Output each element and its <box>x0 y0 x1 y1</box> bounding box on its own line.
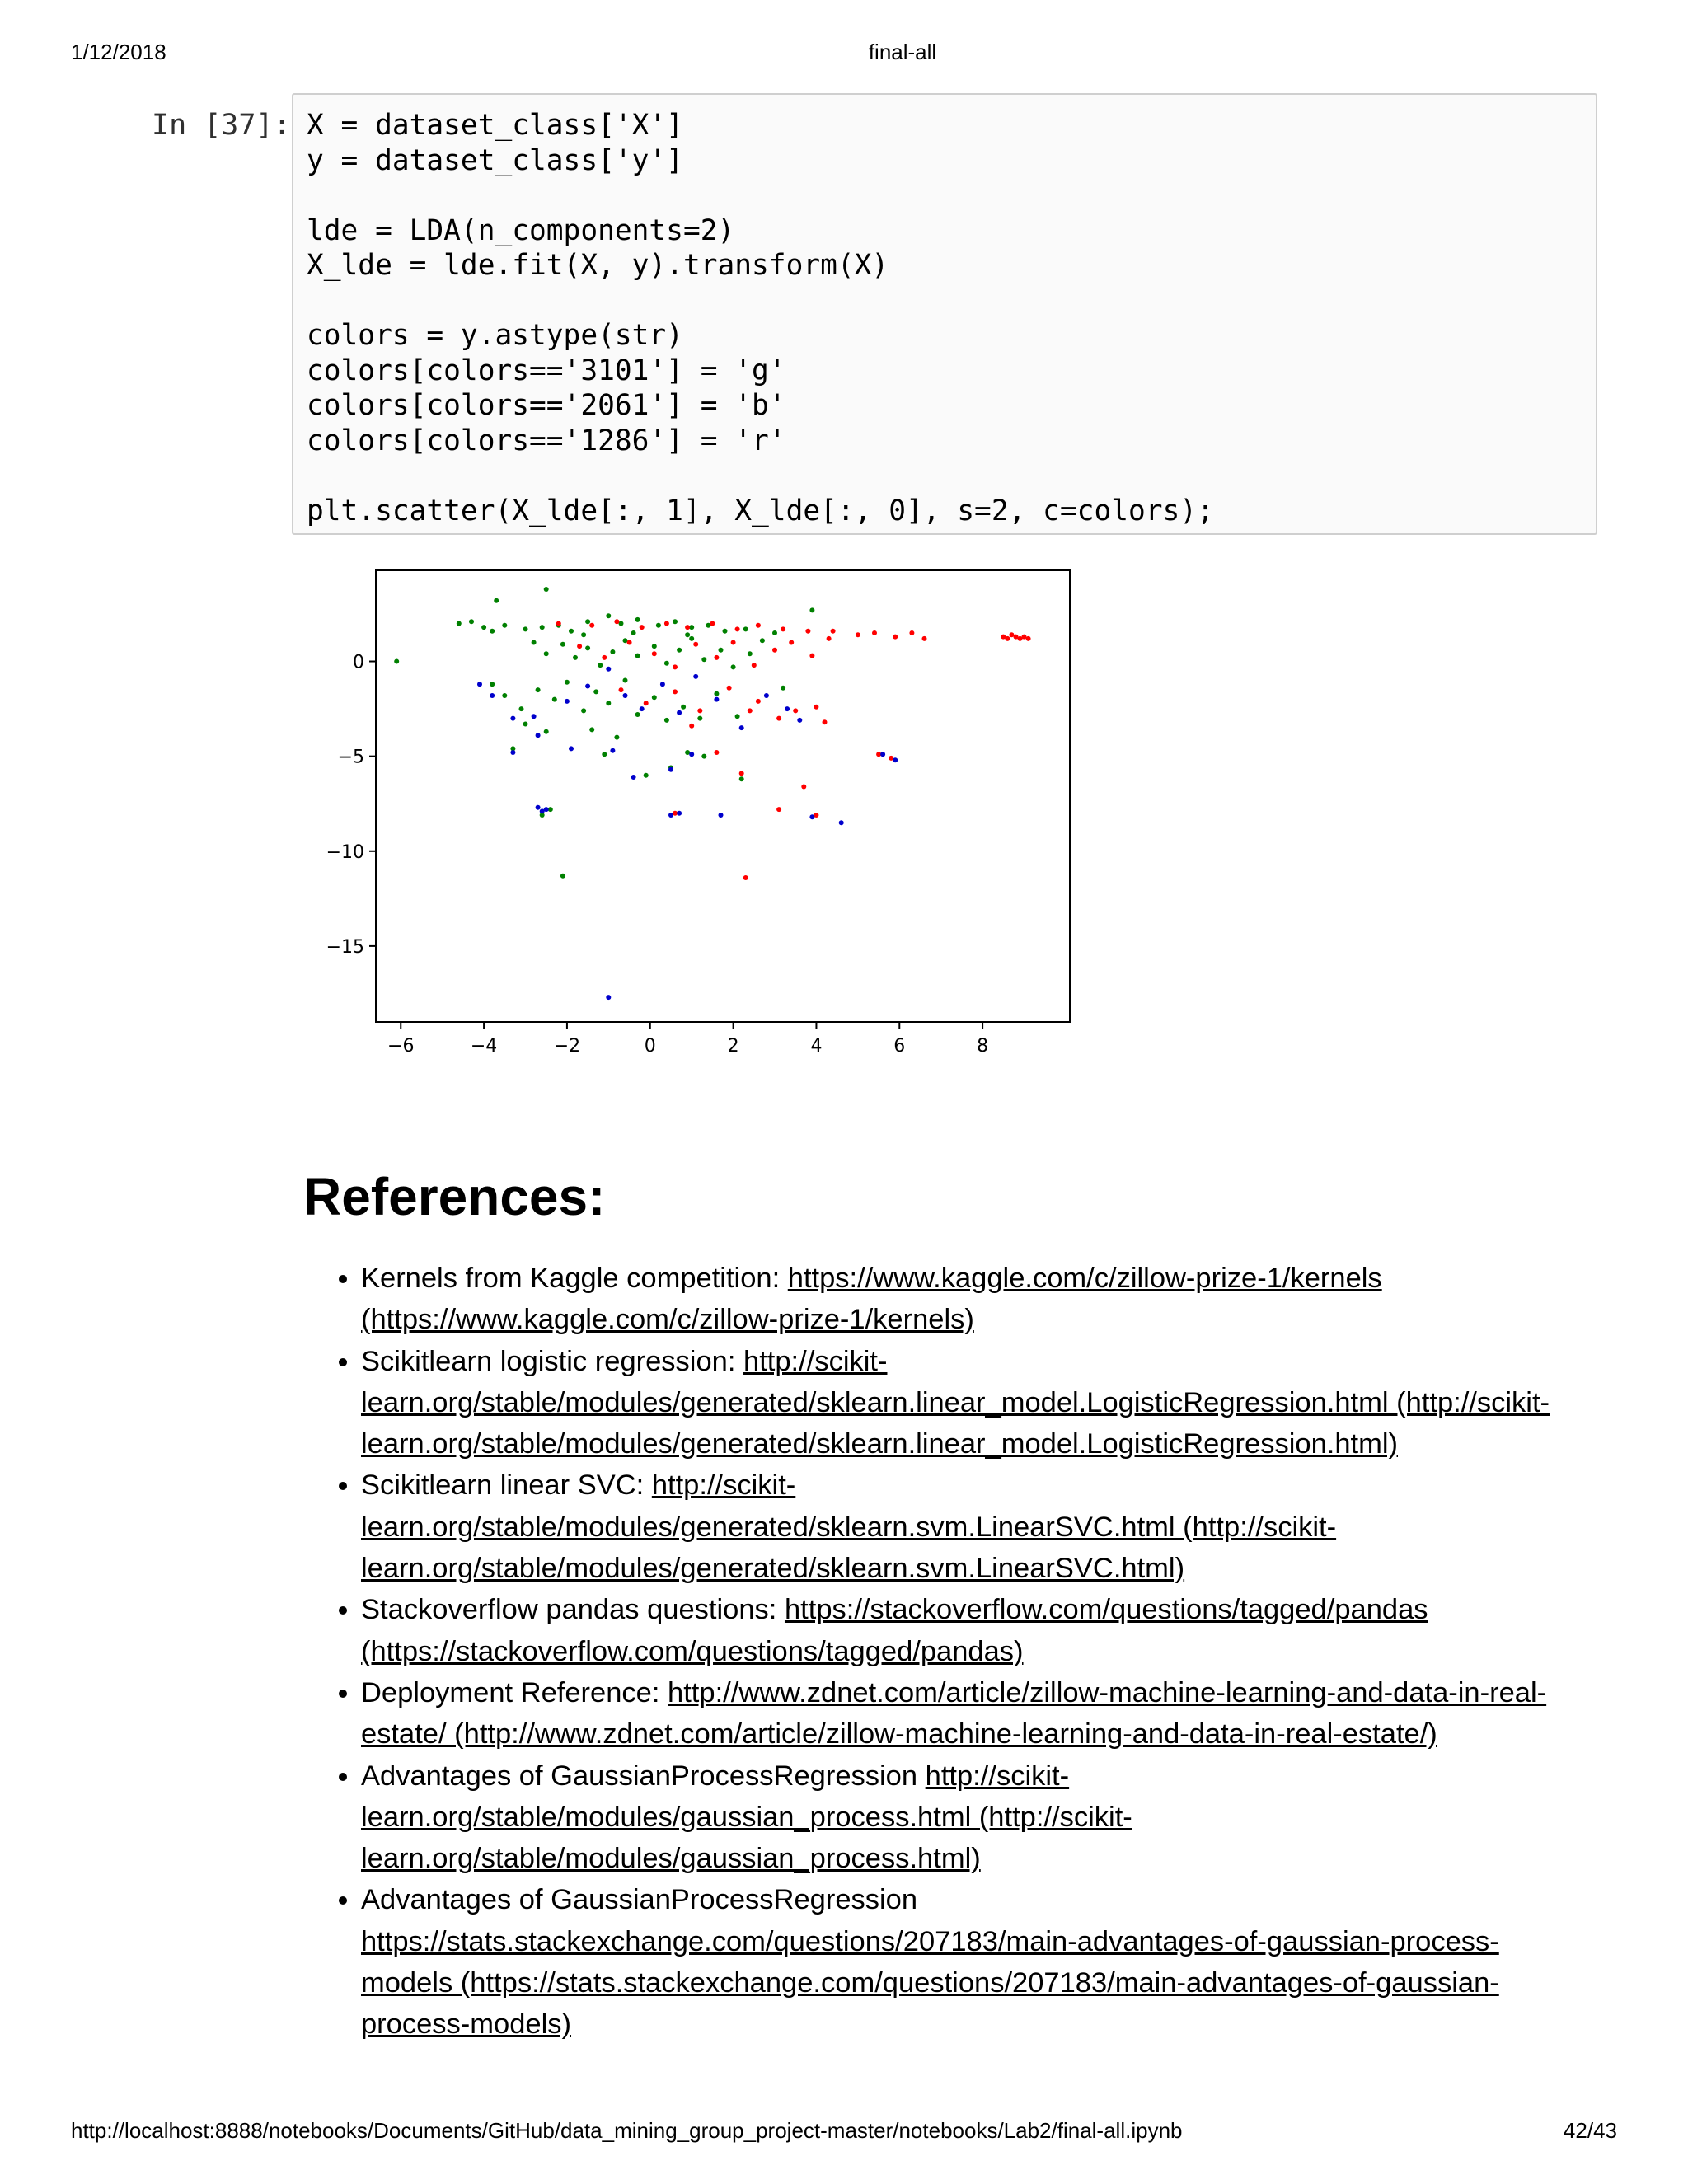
scatter-point <box>1005 636 1010 641</box>
scatter-point <box>627 640 632 645</box>
scatter-point <box>668 813 673 818</box>
scatter-point <box>540 625 545 630</box>
reference-link[interactable]: https://www.kaggle.com/c/zillow-prize-1/kernels (https://www.kaggle.com/c/zillow-prize-1/kernels) <box>361 1263 1382 1336</box>
scatter-point <box>494 598 499 603</box>
reference-text: Kernels from Kaggle competition: <box>361 1263 788 1294</box>
scatter-point <box>748 651 753 656</box>
scatter-point <box>640 625 645 630</box>
scatter-point <box>631 630 636 635</box>
reference-item <box>361 1879 1581 2045</box>
reference-text: Deployment Reference: <box>361 1676 668 1708</box>
scatter-point <box>697 708 702 713</box>
x-axis <box>387 1022 988 1057</box>
x-tick-label: −2 <box>553 1036 581 1057</box>
scatter-point <box>772 648 777 653</box>
scatter-point <box>673 664 678 669</box>
scatter-point <box>635 712 640 717</box>
scatter-point <box>544 729 549 734</box>
scatter-point <box>619 621 624 626</box>
scatter-point <box>589 727 594 732</box>
scatter-point <box>544 587 549 592</box>
scatter-point <box>640 706 645 711</box>
scatter-point <box>585 645 590 650</box>
scatter-point <box>656 623 661 628</box>
scatter-point <box>731 640 736 645</box>
scatter-point <box>606 613 611 618</box>
reference-text: Scikitlearn linear SVC: <box>361 1469 652 1502</box>
x-tick-label: 2 <box>727 1036 739 1057</box>
scatter-point <box>823 719 828 724</box>
scatter-point <box>477 682 482 687</box>
scatter-point <box>748 708 753 713</box>
scatter-point <box>719 648 724 653</box>
x-tick-label: 4 <box>810 1036 823 1057</box>
scatter-point <box>606 701 611 705</box>
scatter-point <box>697 716 702 721</box>
scatter-point <box>581 632 586 637</box>
scatter-point <box>544 651 549 656</box>
scatter-point <box>614 735 619 740</box>
lda-scatter-plot <box>292 544 1083 1088</box>
scatter-point <box>714 655 719 660</box>
scatter-point <box>689 625 694 630</box>
scatter-point <box>793 708 798 713</box>
scatter-point <box>893 635 898 640</box>
scatter-point <box>856 632 860 637</box>
scatter-point <box>502 623 507 628</box>
scatter-point <box>602 752 607 757</box>
scatter-point <box>839 820 844 825</box>
input-prompt: In [37]: <box>152 109 291 142</box>
scatter-point <box>673 689 678 694</box>
scatter-point <box>685 750 690 755</box>
scatter-point <box>723 629 728 634</box>
scatter-point <box>831 629 836 634</box>
scatter-point <box>785 706 790 711</box>
scatter-point <box>1022 635 1027 640</box>
scatter-point <box>510 716 515 721</box>
scatter-point <box>727 686 732 691</box>
reference-text: Advantages of GaussianProcessRegression <box>361 1760 926 1792</box>
scatter-point <box>739 725 744 730</box>
plot-frame <box>376 570 1070 1022</box>
scatter-point <box>677 811 682 816</box>
scatter-point <box>735 714 740 719</box>
scatter-point <box>581 708 586 713</box>
x-tick-label: −4 <box>470 1036 498 1057</box>
scatter-point <box>519 706 524 711</box>
scatter-point <box>593 689 598 694</box>
reference-item <box>361 1341 1581 1465</box>
scatter-point <box>668 767 673 772</box>
scatter-point <box>809 814 814 819</box>
scatter-point <box>664 661 669 666</box>
scatter-point <box>781 686 785 691</box>
scatter-point <box>731 664 736 669</box>
scatter-point <box>1026 636 1031 641</box>
scatter-point <box>523 626 528 631</box>
scatter-point <box>701 657 706 662</box>
scatter-point <box>814 705 818 710</box>
scatter-point <box>689 636 694 641</box>
scatter-point <box>752 663 757 668</box>
scatter-point <box>552 697 557 702</box>
scatter-point <box>623 693 628 698</box>
scatter-point <box>776 807 781 812</box>
reference-text: Stackoverflow pandas questions: <box>361 1594 785 1626</box>
reference-item <box>361 1672 1581 1755</box>
scatter-point <box>809 654 814 658</box>
scatter-point <box>619 687 624 692</box>
scatter-point <box>664 621 669 626</box>
scatter-point <box>502 693 507 698</box>
scatter-point <box>569 746 574 751</box>
scatter-point <box>801 785 806 790</box>
scatter-point <box>490 629 495 634</box>
code-cell[interactable] <box>292 93 1597 535</box>
scatter-point <box>614 619 619 624</box>
scatter-point <box>598 663 603 668</box>
scatter-point <box>689 724 694 729</box>
scatter-point <box>577 644 582 649</box>
reference-link[interactable]: http://scikit-learn.org/stable/modules/generated/sklearn.svm.LinearSVC.html (http://scikit-learn.org/stable/modules/generated/sklearn.svm.LinearSVC.html) <box>361 1469 1337 1585</box>
scatter-point <box>536 687 541 692</box>
scatter-point <box>635 654 640 658</box>
scatter-point <box>623 678 628 683</box>
scatter-point <box>739 771 744 776</box>
reference-link[interactable]: https://stackoverflow.com/questions/tagged/pandas (https://stackoverflow.com/questions/tagged/pandas) <box>361 1594 1428 1667</box>
scatter-point <box>394 659 399 664</box>
reference-item <box>361 1589 1581 1672</box>
scatter-point <box>685 625 690 630</box>
scatter-point <box>677 710 682 715</box>
scatter-point <box>710 621 715 626</box>
scatter-point <box>880 752 885 757</box>
scatter-point <box>523 722 528 727</box>
scatter-point <box>1001 635 1006 640</box>
reference-link[interactable]: https://stats.stackexchange.com/questions/207183/main-advantages-of-gaussian-process-models (https://stats.stackexchange.com/questions/207183/main-advantages-of-gaussian-process-models) <box>361 1925 1499 2041</box>
scatter-point <box>809 607 814 612</box>
reference-item <box>361 1258 1581 1341</box>
scatter-point <box>735 626 740 631</box>
scatter-point <box>781 626 785 631</box>
reference-text: Advantages of GaussianProcessRegression <box>361 1884 918 1916</box>
y-tick-label: −5 <box>337 747 364 768</box>
reference-link[interactable]: http://scikit-learn.org/stable/modules/gaussian_process.html (http://scikit-learn.org/stable/modules/gaussian_process.html) <box>361 1760 1132 1875</box>
scatter-point <box>631 775 636 780</box>
scatter-point <box>743 626 748 631</box>
references-heading: References: <box>303 1167 606 1226</box>
print-date: 1/12/2018 <box>71 40 166 64</box>
scatter-point <box>560 874 565 879</box>
y-tick-label: −10 <box>326 841 364 863</box>
footer-url: http://localhost:8888/notebooks/Documents/GitHub/data_mining_group_project-master/notebooks/Lab2/final-all.ipynb <box>71 2118 1183 2143</box>
scatter-point <box>532 640 537 645</box>
scatter-point <box>760 638 765 643</box>
scatter-point <box>569 629 574 634</box>
scatter-point <box>660 682 665 687</box>
scatter-point <box>714 691 719 696</box>
scatter-point <box>565 680 570 685</box>
scatter-point <box>909 630 914 635</box>
scatter-point <box>490 682 495 687</box>
scatter-point <box>827 636 832 641</box>
scatter-point <box>689 752 694 757</box>
y-axis <box>326 653 376 958</box>
scatter-point <box>565 699 570 704</box>
scatter-point <box>743 875 748 880</box>
scatter-point <box>457 621 462 626</box>
scatter-point <box>652 651 657 656</box>
scatter-point <box>556 621 561 626</box>
scatter-point <box>652 644 657 649</box>
scatter-point <box>719 813 724 818</box>
scatter-point <box>922 636 927 641</box>
scatter-point <box>510 750 515 755</box>
scatter-point <box>490 693 495 698</box>
scatter-point <box>693 642 698 647</box>
scatter-point <box>673 619 678 624</box>
x-tick-label: 8 <box>977 1036 989 1057</box>
scatter-point <box>644 773 649 778</box>
scatter-point <box>1009 632 1014 637</box>
scatter-point <box>644 701 649 705</box>
scatter-point <box>797 718 802 723</box>
scatter-point <box>610 748 615 753</box>
scatter-point <box>585 684 590 689</box>
scatter-point <box>776 716 781 721</box>
scatter-point <box>664 718 669 723</box>
scatter-point <box>585 619 590 624</box>
reference-link[interactable]: http://scikit-learn.org/stable/modules/generated/sklearn.linear_model.LogisticRegression.html (http://scikit-learn.org/stable/modules/generated/sklearn.linear_model.LogisticRegression.html) <box>361 1345 1550 1460</box>
scatter-point <box>536 805 541 810</box>
scatter-point <box>606 995 611 1000</box>
reference-link[interactable]: http://www.zdnet.com/article/zillow-machine-learning-and-data-in-real-estate/ (http://www.zdnet.com/article/zillow-machine-learning-and-data-in-real-estate/) <box>361 1676 1547 1750</box>
code-text: X = dataset_class['X'] y = dataset_class['y'] lde = LDA(n_components=2) X_lde = lde.fit(X, y).transform(X) colors = y.astype(str) colors[colors=='3101'] = 'g' colors[colors=='2061'] = 'b' colors[colors=='1286'] = 'r' plt.scatter(X_lde[:, 1], X_lde[:, 0], s=2, c=colors); <box>307 109 1214 527</box>
scatter-point <box>652 695 657 700</box>
references-list <box>303 1258 1581 2046</box>
scatter-point <box>681 705 686 710</box>
page-number: 42/43 <box>1563 2118 1617 2143</box>
scatter-point <box>756 623 761 628</box>
scatter-point <box>536 733 541 738</box>
scatter-point <box>606 667 611 672</box>
scatter-point <box>560 642 565 647</box>
document-title: final-all <box>868 40 937 64</box>
scatter-point <box>623 638 628 643</box>
reference-item <box>361 1465 1581 1589</box>
scatter-point <box>677 648 682 653</box>
scatter-point <box>589 623 594 628</box>
scatter-point <box>693 674 698 679</box>
scatter-point <box>789 640 794 645</box>
y-tick-label: 0 <box>353 652 364 673</box>
scatter-point <box>772 630 777 635</box>
scatter-point <box>635 617 640 622</box>
scatter-point <box>739 776 744 781</box>
x-tick-label: −6 <box>387 1036 415 1057</box>
scatter-point <box>469 619 474 624</box>
scatter-point <box>756 699 761 704</box>
scatter-point <box>701 754 706 759</box>
scatter-point <box>872 630 877 635</box>
scatter-point <box>685 632 690 637</box>
scatter-point <box>532 714 537 719</box>
scatter-point <box>714 750 719 755</box>
scatter-point <box>573 655 578 660</box>
scatter-point <box>602 655 607 660</box>
scatter-point <box>893 757 898 762</box>
x-tick-label: 0 <box>644 1036 656 1057</box>
scatter-point <box>764 693 769 698</box>
reference-text: Scikitlearn logistic regression: <box>361 1345 744 1377</box>
reference-item <box>361 1755 1581 1880</box>
y-tick-label: −15 <box>326 936 364 958</box>
scatter-point <box>481 625 486 630</box>
scatter-point <box>610 649 615 654</box>
scatter-point <box>544 807 549 812</box>
x-tick-label: 6 <box>893 1036 906 1057</box>
scatter-point <box>805 629 810 634</box>
scatter-point <box>714 697 719 702</box>
